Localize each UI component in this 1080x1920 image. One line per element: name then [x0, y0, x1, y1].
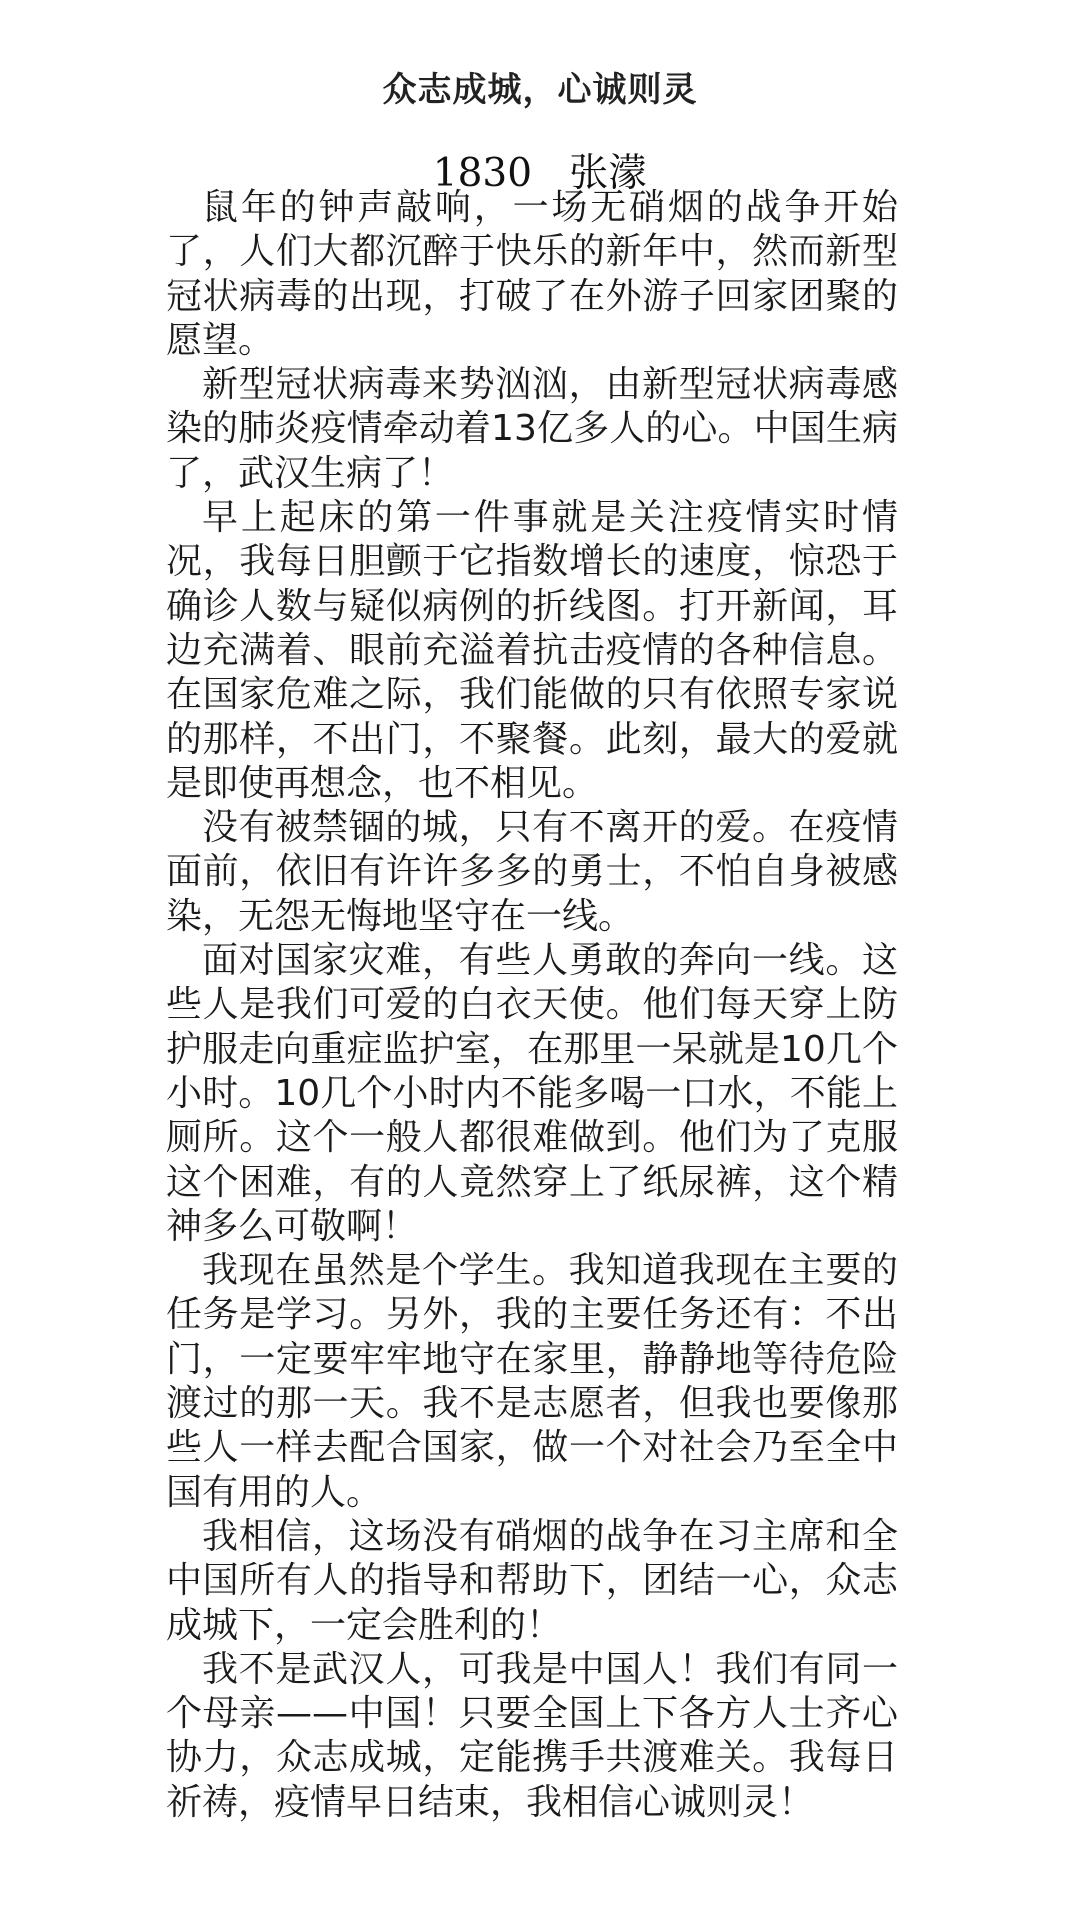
paragraph-6: 我现在虽然是个学生。我知道我现在主要的任务是学习。另外，我的主要任务还有：不出门，一定要牢牢地守在家里，静静地等待危险渡过的那一天。我不是志愿者，但我也要像那些人一样去配合国家，做一个对社会乃至全中国有用的人。 [166, 1250, 898, 1513]
essay-body [166, 186, 898, 1825]
essay-title: 众志成城，心诚则灵 [382, 70, 698, 110]
paragraph-8: 我不是武汉人，可我是中国人！我们有同一个母亲——中国！只要全国上下各方人士齐心协力，众志成城，定能携手共渡难关。我每日祈祷，疫情早日结束，我相信心诚则灵！ [166, 1648, 898, 1823]
paragraph-3: 早上起床的第一件事就是关注疫情实时情况，我每日胆颤于它指数增长的速度，惊恐于确诊人数与疑似病例的折线图。打开新闻，耳边充满着、眼前充溢着抗击疫情的各种信息。在国家危难之际，我们能做的只有依照专家说的那样，不出门，不聚餐。此刻，最大的爱就是即使再想念，也不相见。 [166, 497, 898, 804]
author-byline: 1830 张濛 [432, 151, 648, 196]
paragraph-2: 新型冠状病毒来势汹汹，由新型冠状病毒感染的肺炎疫情牵动着13亿多人的心。中国生病了，武汉生病了！ [166, 364, 898, 494]
paragraph-4: 没有被禁锢的城，只有不离开的爱。在疫情面前，依旧有许许多多的勇士，不怕自身被感染，无怨无悔地坚守在一线。 [166, 807, 898, 937]
paragraph-1: 鼠年的钟声敲响，一场无硝烟的战争开始了，人们大都沉醉于快乐的新年中，然而新型冠状病毒的出现，打破了在外游子回家团聚的愿望。 [166, 187, 898, 361]
paragraph-5: 面对国家灾难，有些人勇敢的奔向一线。这些人是我们可爱的白衣天使。他们每天穿上防护服走向重症监护室，在那里一呆就是10几个小时。10几个小时内不能多喝一口水，不能上厕所。这个一般人都很难做到。他们为了克服这个困难，有的人竟然穿上了纸尿裤，这个精神多么可敬啊！ [166, 940, 898, 1247]
paragraph-7: 我相信，这场没有硝烟的战争在习主席和全中国所有人的指导和帮助下，团结一心，众志成城下，一定会胜利的！ [166, 1515, 898, 1646]
